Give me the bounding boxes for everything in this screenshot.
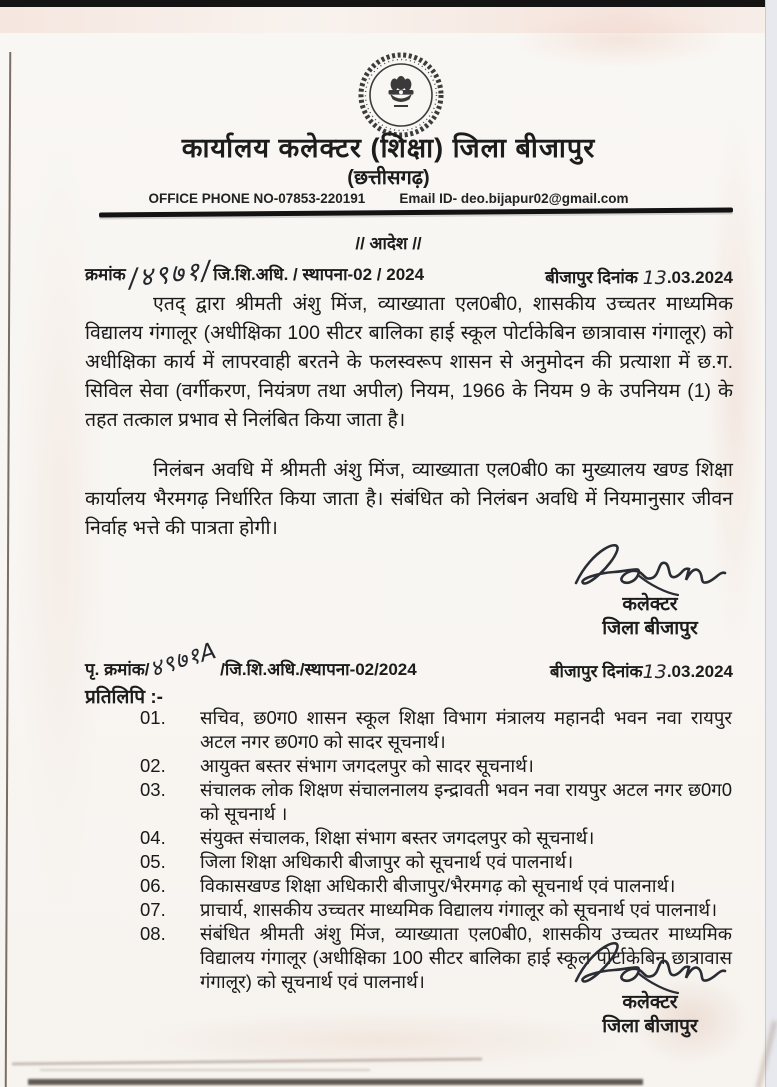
signatory-designation: कलेक्टर	[622, 992, 678, 1013]
place-date-label: बीजापुर दिनांक	[545, 268, 643, 287]
copy-text: जिला शिक्षा अधिकारी बीजापुर को सूचनार्थ एवं पालनार्थ।	[200, 851, 574, 872]
place-date	[545, 265, 733, 288]
contact-line	[0, 191, 777, 206]
copy-item	[140, 874, 732, 898]
header-divider-rule	[99, 208, 733, 218]
copy-text: विकासखण्ड शिक्षा अधिकारी बीजापुर/भैरमगढ़ को सूचनार्थ एवं पालनार्थ।	[200, 875, 676, 896]
endorsement-suffix: /जि.शि.अधि./स्थापना-02/2024	[220, 660, 417, 679]
copy-text: सचिव, छ0ग0 शासन स्कूल शिक्षा विभाग मंत्रालय महानदी भवन नवा रायपुर अटल नगर छ0ग0 को सादर सूचनार्थ।	[200, 707, 732, 752]
copy-item	[140, 898, 732, 922]
ref-number-handwritten: /४९७१/	[126, 255, 214, 295]
ref-prefix: क्रमांक	[85, 265, 126, 284]
endorsement-date-rest: .03.2024	[666, 662, 733, 681]
scan-top-edge	[0, 0, 777, 7]
copy-item	[140, 754, 732, 778]
signatory-designation: कलेक्टर	[622, 594, 678, 615]
scan-bottom-smudge	[12, 1058, 482, 1066]
scan-left-paper-edge	[5, 52, 12, 1087]
endorsement-number-handwritten: ४९७१A	[146, 637, 220, 683]
scan-bottom-paper-edge	[28, 1079, 643, 1085]
copy-item	[140, 706, 732, 754]
order-paragraph-1: एतद् द्वारा श्रीमती अंशु मिंज, व्याख्याता एल0बी0, शासकीय उच्चतर माध्यमिक विद्यालय गंगालूर (अधीक्षिका 100 सीटर बालिका हाई स्कूल पोर्टाकेबिन छात्रावास गंगालूर) को अधीक्षिका कार्य में लापरवाही बरतने के फलस्वरूप शासन से अनुमोदन की प्रत्याशा में छ.ग. सिविल सेवा (वर्गीकरण, नियंत्रण तथा अपील) नियम, 1966 के नियम 9 के उपनियम (1) के तहत तत्काल प्रभाव से निलंबित किया जाता है।	[85, 293, 733, 431]
signature-scrawl-icon	[570, 933, 730, 995]
date-rest: .03.2024	[666, 268, 733, 287]
signatory-office: जिला बीजापुर	[602, 618, 698, 639]
endorsement-place-date	[550, 659, 733, 682]
copies-heading: प्रतिलिपि :-	[85, 687, 164, 708]
ashoka-emblem-seal-icon	[356, 50, 446, 140]
signatory-office: जिला बीजापुर	[602, 1016, 698, 1037]
reference-line	[85, 252, 733, 295]
copy-text: संचालक लोक शिक्षण संचालनालय इन्द्रावती भवन नवा रायपुर अटल नगर छ0ग0 को सूचनार्थ ।	[200, 779, 732, 824]
copy-text: आयुक्त बस्तर संभाग जगदलपुर को सादर सूचनार्थ।	[200, 755, 534, 776]
copy-number: 07.	[140, 899, 166, 920]
endorsement-prefix: पृ. क्रमांक/	[85, 660, 150, 679]
signature-block	[560, 535, 740, 641]
date-day-handwritten: 13	[642, 267, 667, 289]
copy-number: 04.	[140, 827, 166, 848]
scan-top-tint	[0, 7, 777, 33]
reference-left	[85, 252, 425, 295]
copy-item	[140, 826, 732, 850]
copy-number: 08.	[140, 923, 166, 944]
ref-suffix: जि.शि.अधि. / स्थापना-02 / 2024	[213, 265, 425, 284]
office-phone: OFFICE PHONE NO-07853-220191	[148, 191, 366, 206]
endorsement-left	[85, 637, 417, 683]
scan-bottom-smudge	[40, 1069, 370, 1071]
copy-number: 02.	[140, 755, 166, 776]
copy-number: 03.	[140, 779, 166, 800]
copy-item	[140, 778, 732, 826]
endorsement-line	[85, 637, 733, 683]
copy-text: संबंधित श्रीमती अंशु मिंज, व्याख्याता एल0बी0, शासकीय उच्चतर माध्यमिक विद्यालय गंगालूर (अधीक्षिका 100 सीटर बालिका हाई स्कूल पोर्टाकेबिन छात्रावास गंगालूर) को सूचनार्थ एवं पालनार्थ।	[200, 923, 732, 992]
office-email: Email ID- deo.bijapur02@gmail.com	[399, 191, 629, 206]
signature-block	[560, 933, 740, 1039]
order-heading: // आदेश //	[355, 234, 422, 253]
signature-scrawl-icon	[570, 535, 730, 597]
copy-number: 05.	[140, 851, 166, 872]
endorsement-day-handwritten: 13	[642, 661, 667, 683]
copy-number: 06.	[140, 875, 166, 896]
copy-item	[140, 850, 732, 874]
endorsement-date-label: बीजापुर दिनांक	[549, 662, 643, 681]
copy-text: संयुक्त संचालक, शिक्षा संभाग बस्तर जगदलपुर को सूचनार्थ।	[200, 827, 595, 848]
copy-number: 01.	[140, 707, 166, 728]
order-paragraph-2: निलंबन अवधि में श्रीमती अंशु मिंज, व्याख्याता एल0बी0 का मुख्यालय खण्ड शिक्षा कार्यालय भैरमगढ़ निर्धारित किया जाता है। संबंधित को निलंबन अवधि में नियमानुसार जीवन निर्वाह भत्ते की पात्रता होगी।	[85, 459, 733, 539]
copy-text: प्राचार्य, शासकीय उच्चतर माध्यमिक विद्यालय गंगालूर को सूचनार्थ एवं पालनार्थ।	[200, 899, 718, 920]
state-line: (छत्तीसगढ़)	[347, 167, 430, 189]
office-title: कार्यालय कलेक्टर (शिक्षा) जिला बीजापुर	[181, 133, 596, 163]
